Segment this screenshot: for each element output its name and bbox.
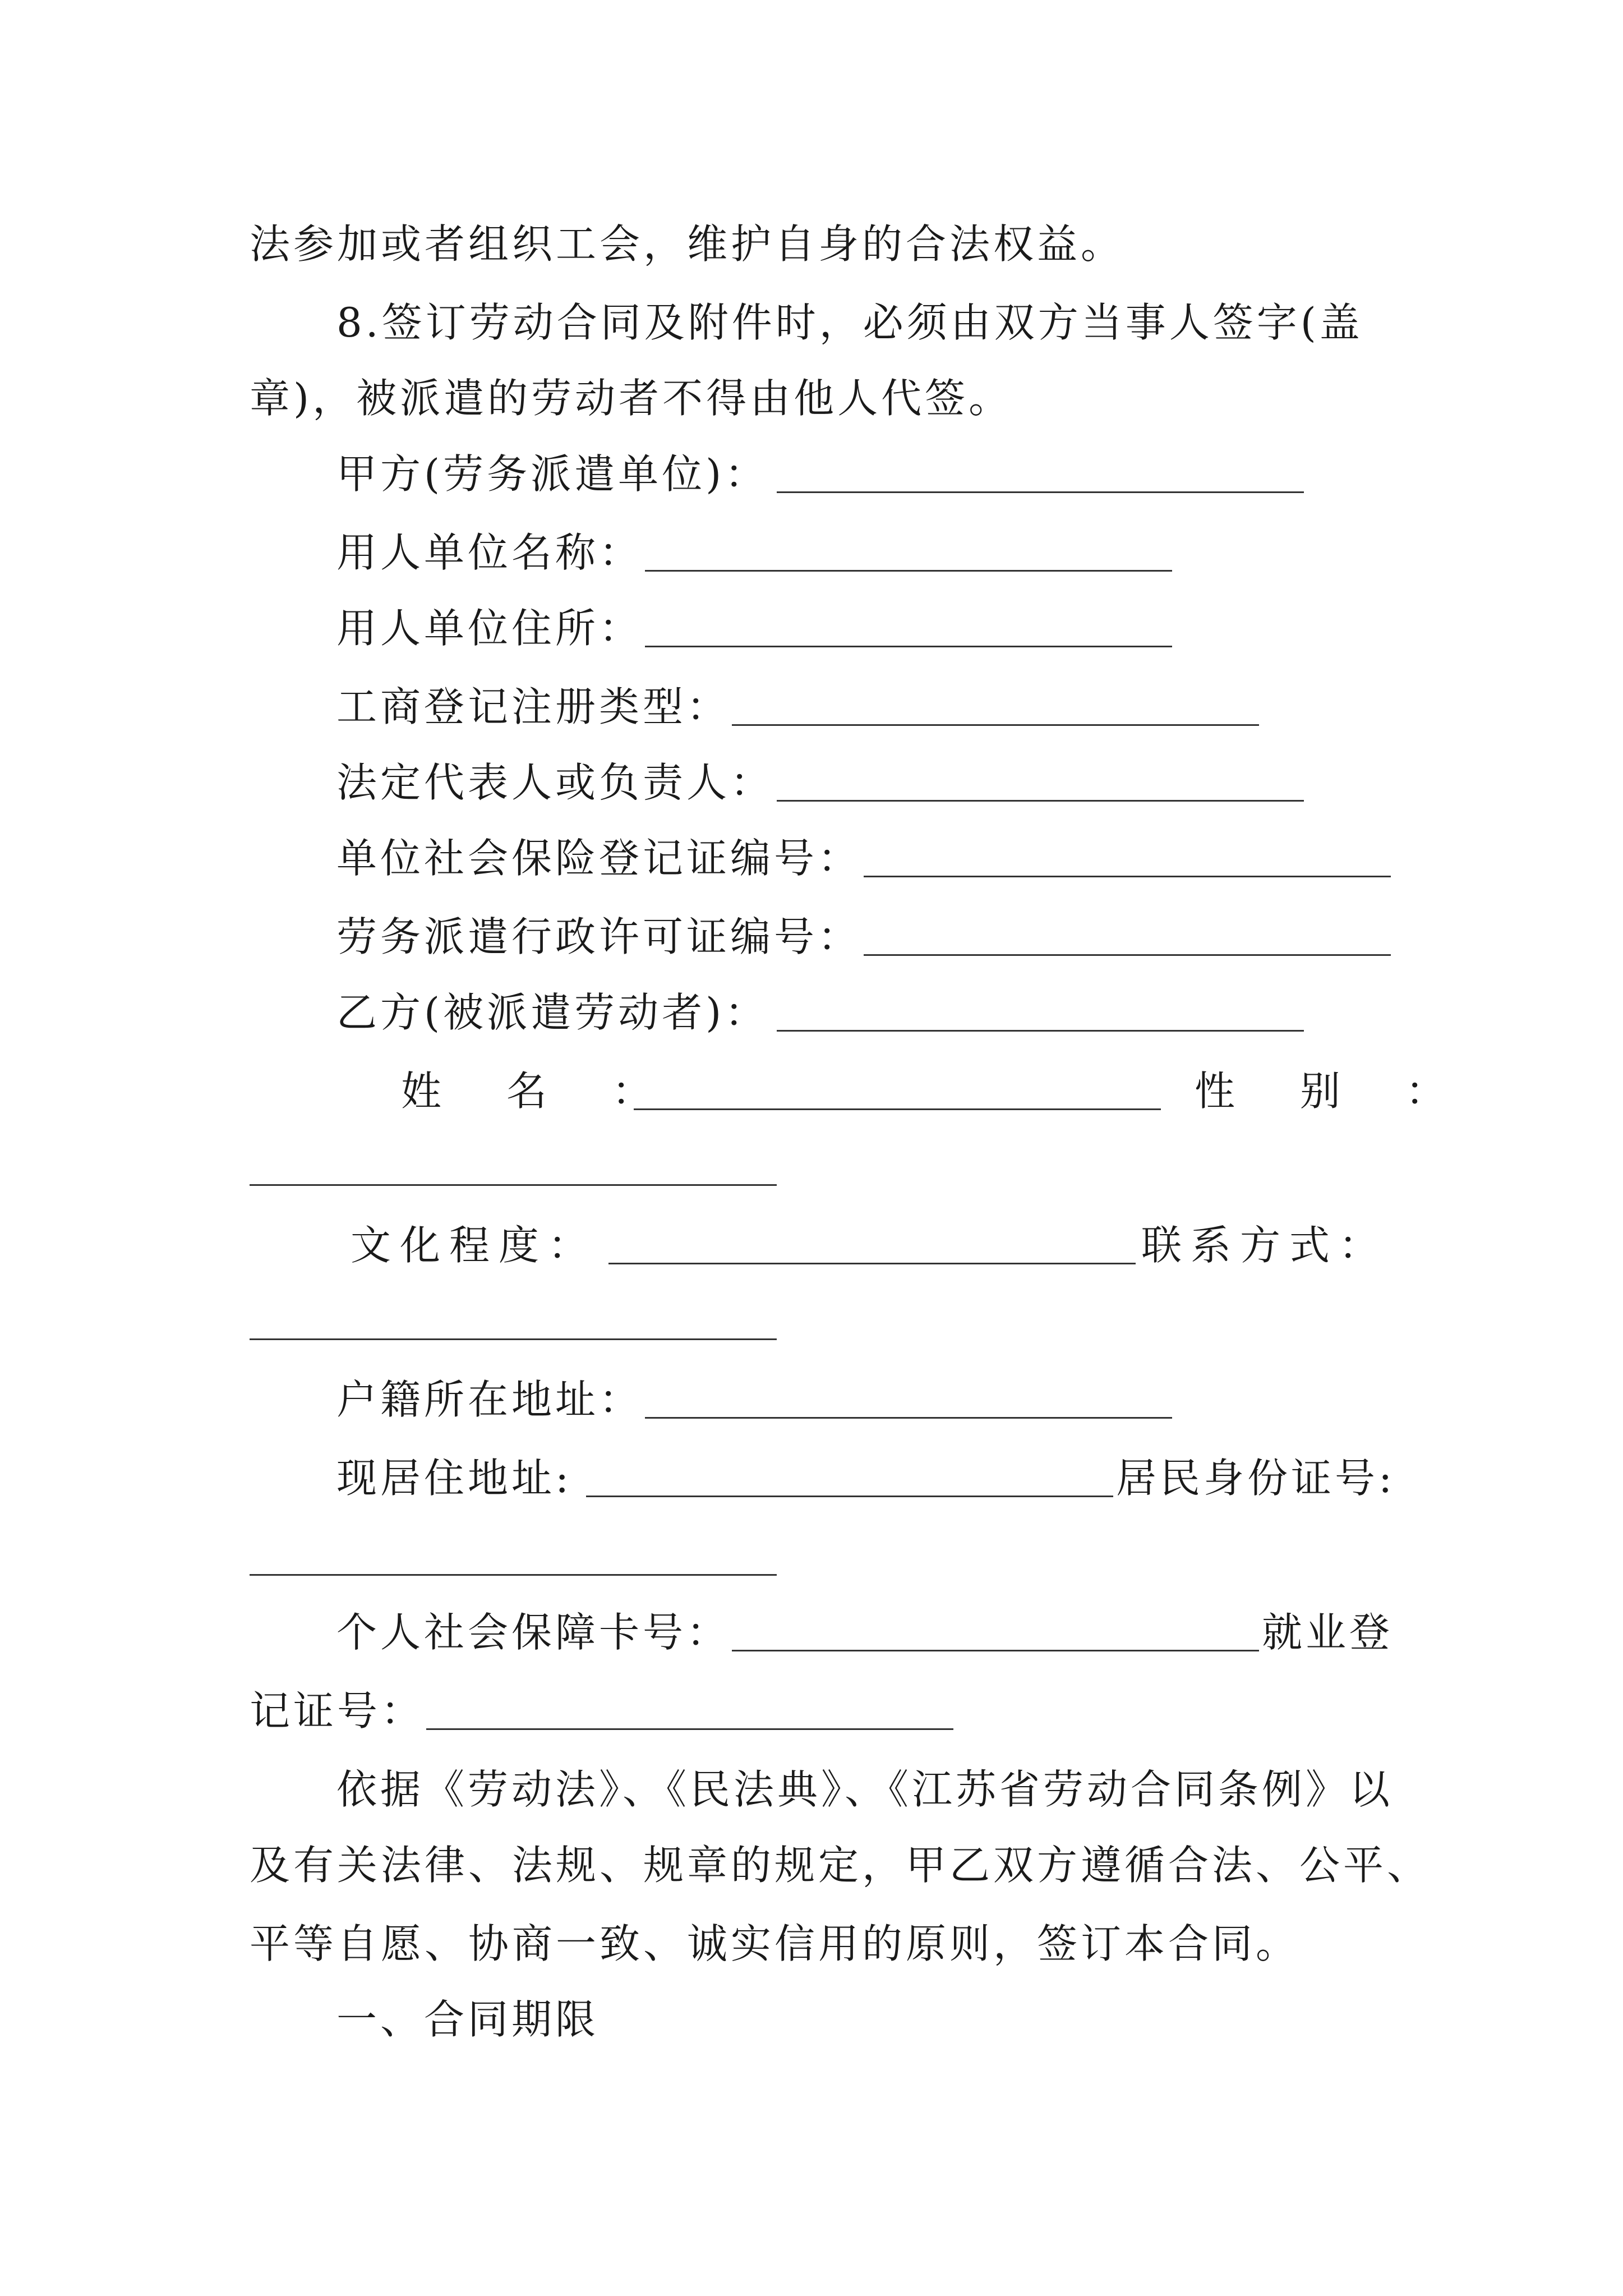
basis-line-3: 平等自愿、协商一致、诚实信用的原则，签订本合同。 [250,1920,1300,1967]
gender-label: 性 别 ： [1195,1068,1459,1115]
social-card-no-blank[interactable] [732,1650,1259,1651]
id-no-blank[interactable] [250,1574,777,1576]
hukou-address-blank[interactable] [645,1417,1172,1419]
party-a-blank[interactable] [777,491,1304,493]
name-blank[interactable] [634,1108,1161,1110]
clause-8-line-2: 章)，被派遣的劳动者不得由他人代签。 [250,375,1013,422]
id-no-label: 居民身份证号: [1116,1455,1396,1502]
dispatch-license-no-blank[interactable] [864,954,1391,956]
registration-type-label: 工商登记注册类型： [336,683,731,730]
education-blank[interactable] [608,1263,1136,1264]
registration-type-blank[interactable] [732,724,1259,726]
social-insurance-no-label: 单位社会保险登记证编号： [336,835,862,882]
employer-address-blank[interactable] [645,646,1172,647]
clause-8-line-1: 8.签订劳动合同及附件时，必须由双方当事人签字(盖 [336,299,1363,346]
legal-rep-blank[interactable] [777,800,1304,802]
employment-reg-label-part1: 就业登 [1262,1609,1394,1656]
gender-blank[interactable] [250,1184,777,1186]
hukou-address-label: 户籍所在地址： [336,1376,643,1423]
social-card-no-label: 个人社会保障卡号： [336,1609,731,1656]
party-b-label: 乙方(被派遣劳动者)： [336,989,769,1036]
social-insurance-no-blank[interactable] [864,876,1391,877]
dispatch-license-no-label: 劳务派遣行政许可证编号： [336,913,862,960]
contact-blank[interactable] [250,1338,777,1340]
employment-reg-blank[interactable] [426,1728,953,1730]
education-label: 文化程度： [351,1222,598,1269]
basis-line-1: 依据《劳动法》、《民法典》、《江苏省劳动合同条例》以 [336,1766,1394,1813]
employer-name-label: 用人单位名称： [336,529,643,576]
employment-reg-label-part2: 记证号： [250,1687,425,1734]
contact-label: 联系方式： [1141,1222,1389,1269]
current-address-blank[interactable] [586,1496,1113,1497]
basis-line-2: 及有关法律、法规、规章的规定，甲乙双方遵循合法、公平、 [250,1842,1431,1889]
current-address-label: 现居住地址: [336,1455,573,1502]
paragraph-continuation: 法参加或者组织工会，维护自身的合法权益。 [250,220,1125,268]
party-a-label: 甲方(劳务派遣单位)： [336,450,769,498]
name-label: 姓 名 ： [401,1068,665,1115]
employer-name-blank[interactable] [645,570,1172,572]
section-heading: 一、合同期限 [336,1996,600,2043]
party-b-blank[interactable] [777,1030,1304,1032]
legal-rep-label: 法定代表人或负责人： [336,759,774,806]
employer-address-label: 用人单位住所： [336,605,643,652]
